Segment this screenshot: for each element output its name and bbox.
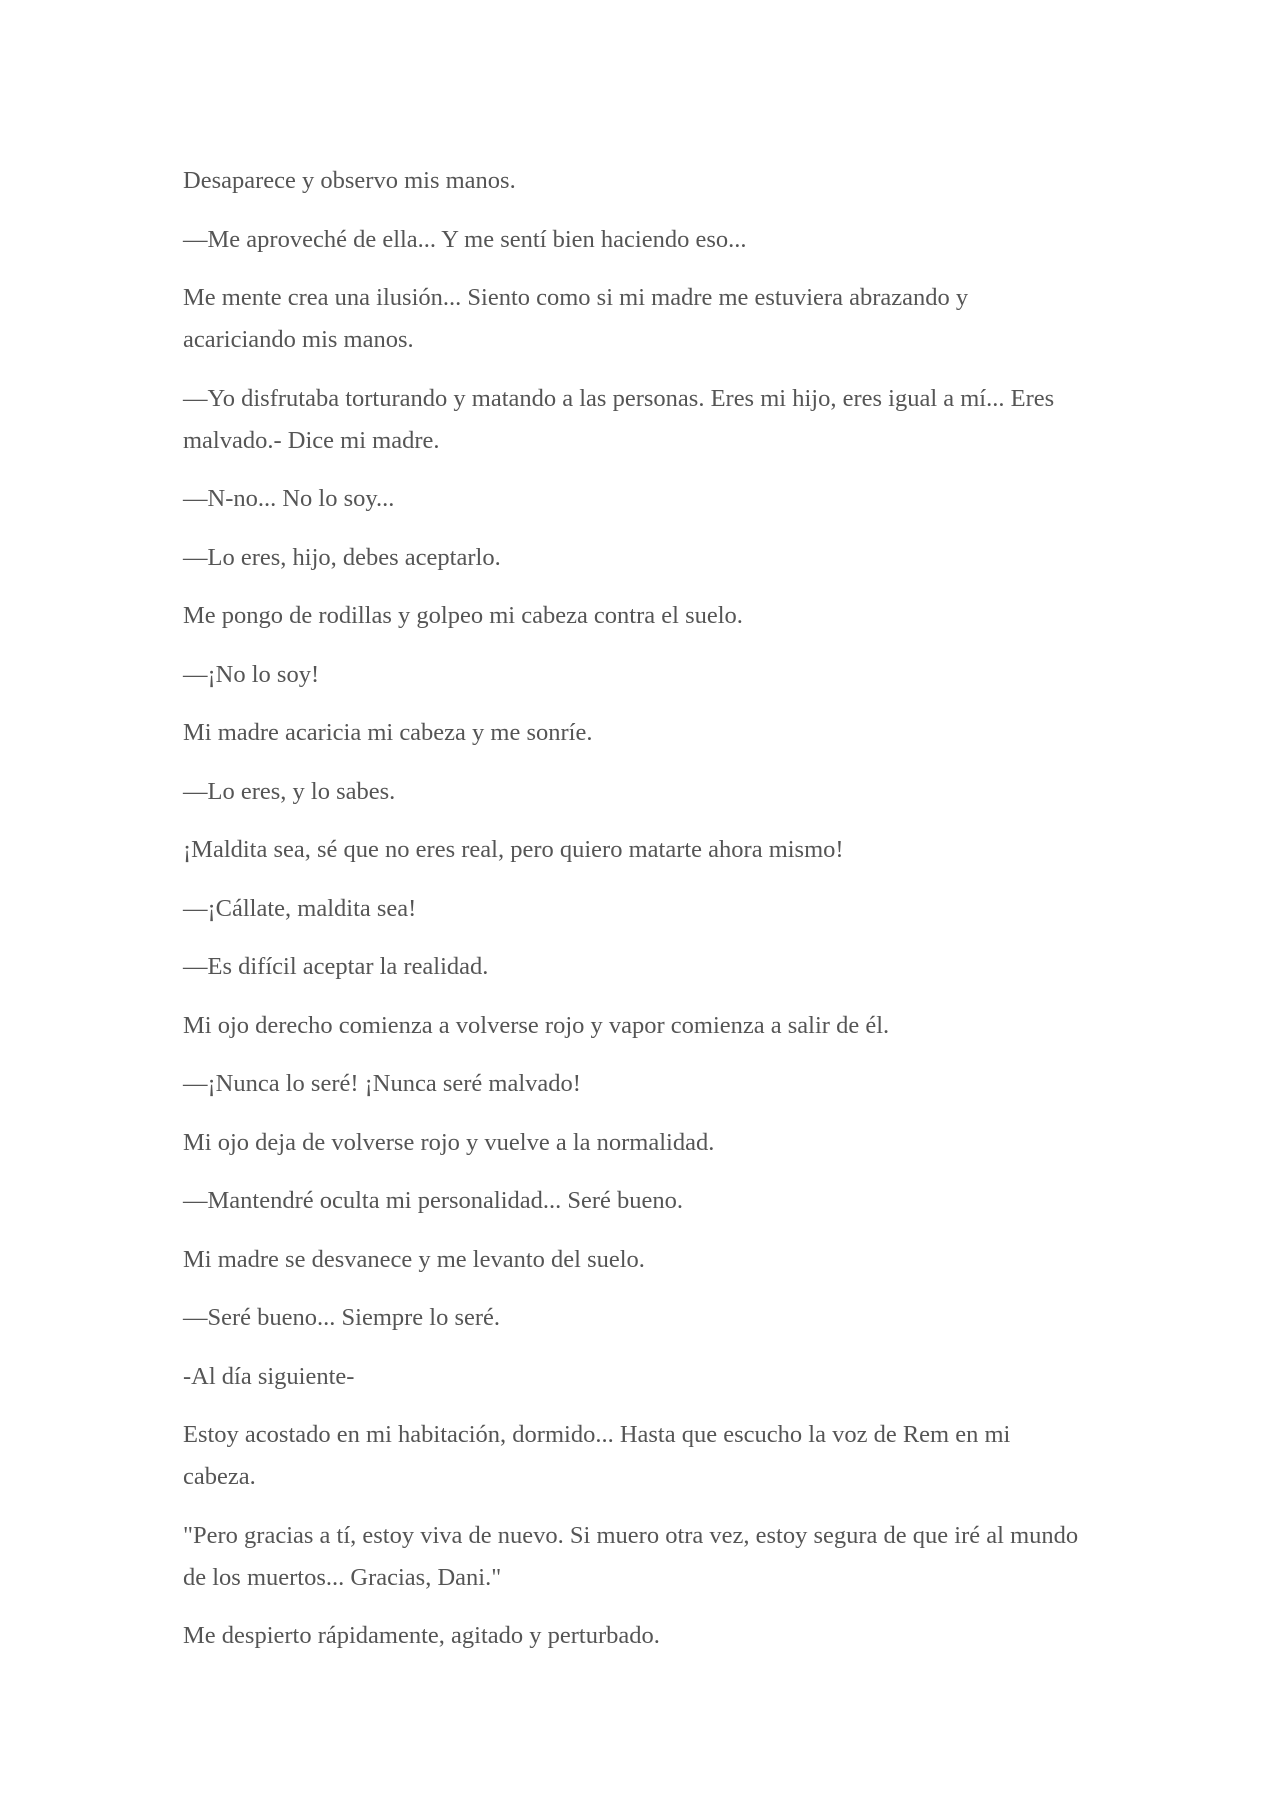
paragraph-17: —Mantendré oculta mi personalidad... Seré bueno. xyxy=(183,1187,684,1214)
paragraph-4: —Yo disfrutaba torturando y matando a las personas. Eres mi hijo, eres igual a mí... Eres malvado.- Dice mi madre. xyxy=(183,384,1055,454)
paragraph-2: —Me aproveché de ella... Y me sentí bien haciendo eso... xyxy=(183,225,747,253)
paragraph-18: Mi madre se desvanece y me levanto del suelo. xyxy=(183,1245,645,1273)
paragraph-7: Me pongo de rodillas y golpeo mi cabeza contra el suelo. xyxy=(183,602,743,629)
paragraph-23: Me despierto rápidamente, agitado y perturbado. xyxy=(183,1622,660,1649)
paragraph-6: —Lo eres, hijo, debes aceptarlo. xyxy=(183,543,501,571)
paragraph-20: -Al día siguiente- xyxy=(183,1362,355,1390)
paragraph-5: —N-no... No lo soy... xyxy=(183,485,395,512)
paragraph-11: ¡Maldita sea, sé que no eres real, pero quiero matarte ahora mismo! xyxy=(183,836,844,863)
paragraph-12: —¡Cállate, maldita sea! xyxy=(183,894,417,922)
paragraph-13: —Es difícil aceptar la realidad. xyxy=(183,953,489,980)
paragraph-8: —¡No lo soy! xyxy=(183,660,320,688)
paragraph-1: Desaparece y observo mis manos. xyxy=(183,167,516,194)
document-body xyxy=(183,160,1083,1674)
paragraph-21: Estoy acostado en mi habitación, dormido... Hasta que escucho la voz de Rem en mi cabeza. xyxy=(183,1421,1011,1490)
paragraph-16: Mi ojo deja de volverse rojo y vuelve a la normalidad. xyxy=(183,1128,715,1156)
paragraph-14: Mi ojo derecho comienza a volverse rojo y vapor comienza a salir de él. xyxy=(183,1011,890,1039)
paragraph-9: Mi madre acaricia mi cabeza y me sonríe. xyxy=(183,719,593,746)
paragraph-10: —Lo eres, y lo sabes. xyxy=(183,777,396,805)
paragraph-22: "Pero gracias a tí, estoy viva de nuevo. Si muero otra vez, estoy segura de que iré al mundo de los muertos... Gracias, Dani." xyxy=(183,1521,1079,1591)
paragraph-15: —¡Nunca lo seré! ¡Nunca seré malvado! xyxy=(183,1070,581,1097)
paragraph-19: —Seré bueno... Siempre lo seré. xyxy=(183,1304,501,1331)
paragraph-3: Me mente crea una ilusión... Siento como si mi madre me estuviera abrazando y acariciando mis manos. xyxy=(183,284,969,353)
